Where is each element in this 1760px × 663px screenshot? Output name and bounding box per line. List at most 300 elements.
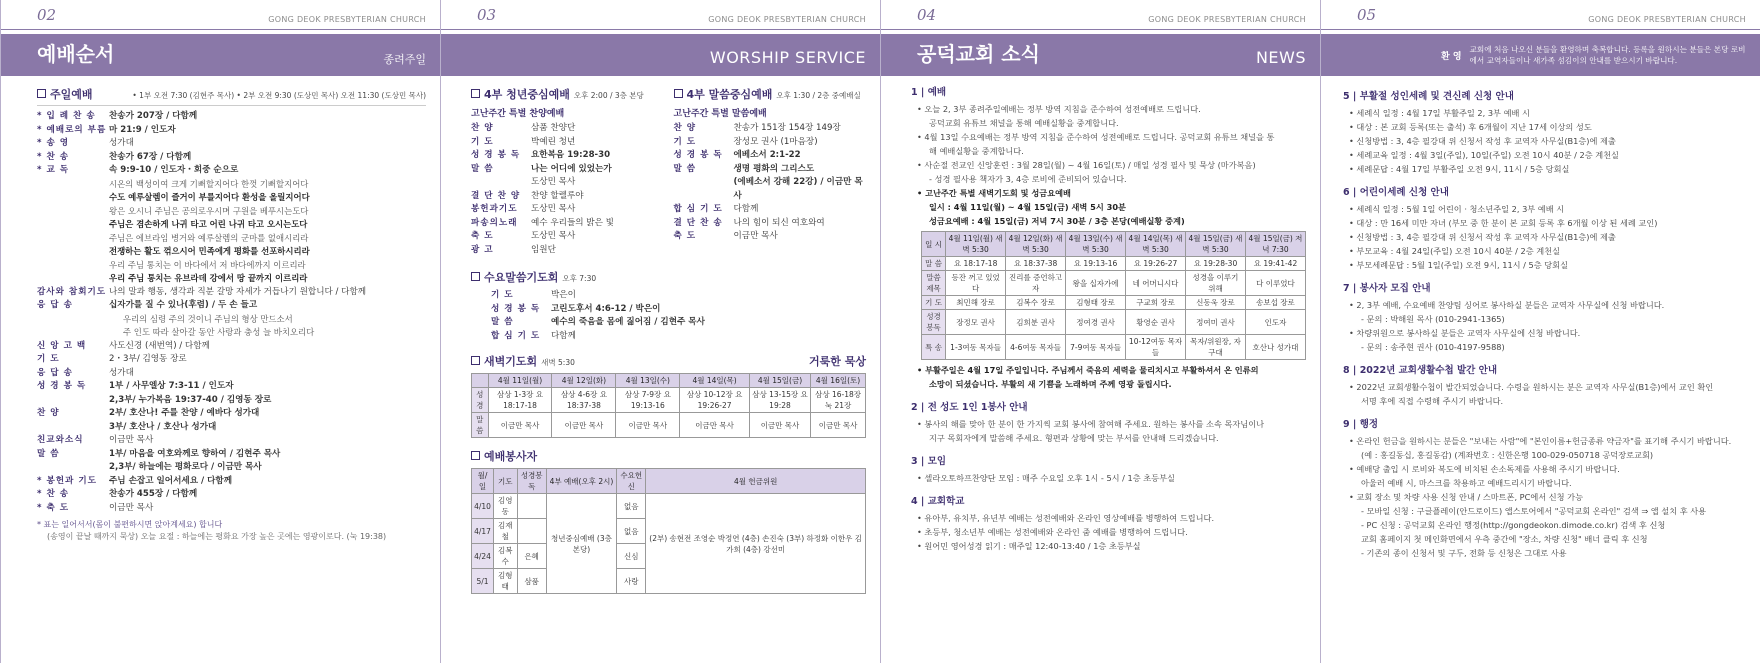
order-label: 찬 양	[673, 123, 697, 133]
order-value: 다함께	[733, 204, 759, 214]
page-03	[440, 0, 880, 663]
order-label: 축 도	[673, 231, 697, 241]
table-row	[472, 494, 866, 519]
table-cell: 성경을 이루기 위해	[1186, 271, 1246, 296]
table-cell: 4/17	[472, 519, 494, 544]
checkbox-icon	[471, 89, 480, 98]
table-header-cell: 4월 16일(토)	[811, 374, 866, 388]
news-line: • 2, 3부 예배, 수요예배 찬양팀 싱어로 봉사하실 분들은 교역자 사무실에 신청 바랍니다.	[1349, 300, 1665, 310]
order-item	[37, 488, 426, 502]
table-cell: 요 19:13-16	[1066, 257, 1126, 271]
table-cell: 삼상 13-15장 요 19:28	[749, 388, 810, 413]
news-heading: 6 | 어린이세례 신청 안내	[1343, 187, 1449, 198]
church-name: GONG DEOK PRESBYTERIAN CHURCH	[708, 15, 866, 24]
table-row	[922, 257, 1306, 271]
table-header-cell: 4월 13일(수)	[616, 374, 680, 388]
order-list-2	[37, 286, 426, 313]
table-cell: 특 송	[922, 335, 946, 360]
table-cell: 김복수 장로	[1006, 296, 1066, 310]
order-value: 이금만 목사	[109, 435, 154, 445]
order-list	[37, 110, 426, 178]
table-row	[922, 310, 1306, 335]
order-value: 성가대	[109, 138, 134, 148]
news-line: - 성경 필사용 책자가 3, 4층 로비에 준비되어 있습니다.	[929, 174, 1127, 184]
news-line: - 모바일 신청 : 구글플레이(안드로이드) 앱스토어에서 "공덕교회 온라인" 검색 ⇒ 앱 설치 후 사용	[1361, 506, 1707, 516]
table-cell: 청년중심예배 (3층 본당)	[546, 494, 616, 594]
news-line: • 예배당 출입 시 로비와 복도에 비치된 손소독제를 사용해 주시기 바랍니다.	[1349, 464, 1620, 474]
table-cell: 삼품	[517, 569, 546, 594]
section-time: 오후 1:30 / 2층 중예배실	[776, 91, 861, 100]
holy-week-table	[921, 231, 1306, 360]
youth-order	[471, 122, 664, 257]
table-cell: 없음	[617, 494, 646, 519]
table-header-cell: 기도	[493, 469, 517, 494]
news-heading: 7 | 봉사자 모집 안내	[1343, 283, 1431, 294]
news-meeting	[911, 471, 1306, 485]
order-label: * 송 영	[37, 138, 70, 148]
order-value: 찬송가 455장 / 다함께	[109, 489, 198, 499]
order-value: 나의 힘이 되신 여호와여	[733, 217, 825, 228]
table-cell: 송보섭 장로	[1245, 296, 1305, 310]
table-header-cell: 4월 14일(목) 새벽 5:30	[1126, 232, 1186, 257]
table-cell: 목자/위원장, 자구대	[1186, 335, 1246, 360]
order-label: 찬 양	[471, 123, 494, 133]
reading-line: 전쟁하는 활도 꺾으시어 민족에게 평화를 선포하시리라	[109, 246, 310, 256]
order-value: 마 21:9 / 인도자	[109, 124, 176, 135]
page-05	[1320, 0, 1760, 663]
order-item	[37, 461, 426, 475]
order-value: 에베소서 2:1-22	[733, 150, 801, 160]
order-list-3	[37, 340, 426, 516]
order-item	[37, 164, 426, 178]
order-label: 기 도	[491, 290, 514, 300]
checkbox-icon	[674, 89, 683, 98]
order-item	[37, 110, 426, 124]
table-cell: 요 18:37-38	[1006, 257, 1066, 271]
table-cell: 김복수	[493, 544, 517, 569]
worship-times: • 1부 오전 7:30 (김현주 목사) • 2부 오전 9:30 (도상민 목사) 오전 11:30 (도상민 목사)	[132, 91, 426, 100]
order-item	[37, 448, 426, 462]
table-header-row	[472, 469, 866, 494]
order-item	[37, 286, 426, 300]
order-item	[471, 149, 664, 163]
table-header-cell: 4월 14일(목)	[680, 374, 750, 388]
page-title: 공덕교회 소식	[917, 42, 1040, 66]
page-subtitle: 종려주일	[383, 53, 426, 66]
news-line: 서명 후에 직접 수령해 주시기 바랍니다.	[1361, 396, 1504, 406]
title-band	[1, 34, 440, 76]
table-cell: 말씀제목	[922, 271, 946, 296]
table-cell: 신동욱 장로	[1186, 296, 1246, 310]
news-list	[1321, 76, 1760, 560]
news-line: - PC 신청 : 공덕교회 온라인 행정(http://gongdeokon.dimode.co.kr) 검색 후 신청	[1361, 520, 1666, 530]
order-item	[471, 122, 664, 136]
table-header-cell: 월/일	[472, 469, 494, 494]
table-cell: 삼상 10-12장 요 19:26-27	[680, 388, 750, 413]
order-item	[674, 217, 867, 231]
order-label: 축 도	[471, 231, 494, 241]
table-cell: 4/24	[472, 544, 494, 569]
table-cell: 왕을 십자가에	[1066, 271, 1126, 296]
order-item	[37, 407, 426, 421]
news-line: - 기존의 종이 신청서 및 구두, 전화 등 신청은 그대로 사용	[1361, 548, 1567, 558]
order-value: 찬송가 67장 / 다함께	[109, 151, 192, 162]
lyric-line: 주 인도 따라 살아갈 동안 사랑과 충성 늘 바치오리다	[123, 327, 315, 337]
table-cell: 다 이루었다	[1245, 271, 1305, 296]
table-cell: 삼상 16-18장 눅 21장	[811, 388, 866, 413]
order-item	[471, 176, 664, 190]
wednesday-order	[471, 289, 866, 343]
order-value: 나는 어디에 있었는가	[531, 163, 612, 174]
table-header-cell: 4월 12일(화)	[552, 374, 616, 388]
table-cell: 최민해 장로	[946, 296, 1006, 310]
section-title: 수요말씀기도회	[484, 271, 559, 284]
news-line: 소망이 되셨습니다. 부활의 새 기쁨을 노래하며 주께 영광 돌립시다.	[929, 379, 1172, 389]
order-value: 박은이	[551, 290, 576, 300]
order-value: 십자가를 질 수 있나(후렴) / 두 손 들고	[109, 300, 258, 310]
table-cell: 7-9여동 목자들	[1066, 335, 1126, 360]
order-item	[674, 203, 867, 217]
news-heading: 8 | 2022년 교회생활수첩 발간 안내	[1343, 365, 1498, 376]
order-value: 다함께	[551, 330, 576, 341]
order-value: 3부/ 호산나 / 호산나 성가대	[109, 421, 217, 432]
order-label: 기 도	[673, 136, 697, 147]
church-name: GONG DEOK PRESBYTERIAN CHURCH	[268, 15, 426, 24]
order-value: 나의 말과 행동, 생각과 직분 갈망 자세가 거듭나기 원합니다 / 다함께	[109, 286, 367, 297]
order-item	[471, 244, 664, 258]
order-item	[674, 122, 867, 136]
news-line: • 부모교육 : 4월 24일(주일) 오전 10시 40분 / 2층 계천실	[1349, 246, 1560, 256]
reading-line: 우리 주님 통치는 이 바다에서 저 바다에까지 이르리라	[109, 259, 306, 270]
order-label: * 입 례 찬 송	[37, 111, 96, 121]
news-line: • 초등부, 청소년부 예배는 성전예배와 온라인 줌 예배를 병행하여 드립니다.	[917, 527, 1188, 537]
order-item	[471, 163, 664, 177]
table-cell: 신심	[617, 544, 646, 569]
table-header-cell: 수요헌신	[617, 469, 646, 494]
table-cell: 김재철	[493, 519, 517, 544]
order-item	[37, 137, 426, 151]
table-cell	[517, 519, 546, 544]
table-row	[472, 388, 866, 413]
table-cell: 삼상 1-3장 요 18:17-18	[488, 388, 552, 413]
order-value: 사도신경 (새번역) / 다함께	[109, 340, 210, 351]
news-easter	[911, 363, 1306, 391]
table-cell: 요 18:17-18	[946, 257, 1006, 271]
checkbox-icon	[471, 451, 480, 460]
table-row	[922, 271, 1306, 296]
order-item	[491, 316, 866, 330]
table-cell	[517, 494, 546, 519]
order-value: 장성모 권사 (1마음장)	[733, 136, 818, 147]
order-item	[37, 434, 426, 448]
order-item	[37, 367, 426, 381]
news-line: • 신청방법 : 3, 4층 필강대 위 신청서 작성 후 교역자 사무실(B1층)에 제출	[1349, 136, 1616, 146]
reading-line: 우리 주님 통치는 유브라데 강에서 땅 끝까지 이르리라	[109, 273, 308, 283]
news-heading-worship: 1 | 예배	[911, 87, 947, 98]
reading-line: 주님은 겸손하게 나귀 타고 어린 나귀 타고 오시는도다	[109, 219, 308, 229]
news-line: 성금요예배 : 4월 15일(금) 저녁 7시 30분 / 3층 본당(예배실황 중계)	[929, 216, 1185, 226]
table-cell: 김희분 권사	[1006, 310, 1066, 335]
response-song-lyrics	[37, 313, 426, 340]
order-value: 임원단	[531, 244, 556, 255]
order-label: * 봉헌과 기도	[37, 475, 97, 486]
table-row	[472, 413, 866, 438]
reading-line: 주님은 에브라임 병거와 예루살렘의 군마를 없애시리라	[109, 232, 309, 243]
table-header-cell: 4월 15일(금) 새벽 5:30	[1186, 232, 1246, 257]
table-cell: 네 어머니시다	[1126, 271, 1186, 296]
section-time: 오후 7:30	[562, 274, 597, 283]
news-line: • 교회 장소 및 차량 사용 신청 안내 / 스마트폰, PC에서 신청 가능	[1349, 492, 1583, 502]
news-heading: 9 | 행정	[1343, 419, 1379, 430]
news-line: • 대상 : 본 교회 등록(또는 출석) 후 6개월이 지난 17세 이상의 성도	[1349, 122, 1592, 132]
welcome-band	[1321, 34, 1760, 76]
table-cell: 김형태 장로	[1066, 296, 1126, 310]
table-cell: 삼상 4-6장 요 18:37-38	[552, 388, 616, 413]
table-header-cell	[472, 374, 489, 388]
page-header	[881, 0, 1320, 30]
table-cell: 4-6여동 목자들	[1006, 335, 1066, 360]
section-title: 주일예배	[50, 88, 93, 101]
table-cell: 이금만 목사	[616, 413, 680, 438]
page-header	[441, 0, 880, 30]
order-label: 신 앙 고 백	[37, 340, 87, 351]
news-service	[911, 417, 1306, 445]
order-item	[37, 502, 426, 516]
table-cell: 사랑	[617, 569, 646, 594]
news-heading-service: 2 | 전 성도 1인 1봉사 안내	[911, 402, 1028, 413]
section-time: 새벽 5:30	[541, 358, 575, 367]
section-title: 예배봉사자	[484, 450, 538, 463]
order-label: 기 도	[37, 354, 60, 364]
order-item	[471, 230, 664, 244]
order-label: 봉헌과기도	[471, 204, 518, 214]
order-label	[37, 461, 109, 475]
page-number: 05	[1357, 6, 1377, 24]
responsive-reading	[37, 178, 426, 286]
order-value: 찬송가 207장 / 다함께	[109, 111, 198, 121]
order-label: 합 심 기 도	[673, 204, 723, 214]
table-cell: 호산나 성가대	[1245, 335, 1305, 360]
order-label: * 축 도	[37, 502, 70, 513]
table-cell: 김형태	[493, 569, 517, 594]
word-order	[674, 122, 867, 244]
order-value: 2부/ 호산나! 주를 찬양 / 예바다 성가대	[109, 408, 260, 418]
page-header	[1, 0, 440, 30]
order-label: 성 경 봉 독	[37, 381, 87, 391]
table-cell: 인도자	[1245, 310, 1305, 335]
table-header-cell: 4월 헌금위원	[646, 469, 866, 494]
order-item	[674, 230, 867, 244]
table-cell: 요 19:41-42	[1245, 257, 1305, 271]
order-label: 광 고	[471, 244, 494, 255]
table-cell: 10-12여동 목자들	[1126, 335, 1186, 360]
news-line: • 세례교육 일정 : 4월 3일(주일), 10일(주일) 오전 10시 40분 / 2층 계천실	[1349, 150, 1619, 160]
order-value: 삼품 찬양단	[531, 123, 576, 133]
word-worship	[674, 76, 867, 257]
table-cell: 장정모 권사	[946, 310, 1006, 335]
page-02	[0, 0, 440, 663]
order-label: 감사와 참회기도	[37, 286, 107, 297]
checkbox-icon	[37, 89, 46, 98]
order-value: 요한복음 19:28-30	[531, 150, 611, 160]
order-item	[37, 353, 426, 367]
table-header-cell: 성경봉독	[517, 469, 546, 494]
dawn-prayer-table	[471, 373, 866, 438]
order-label: 합 심 기 도	[491, 330, 541, 341]
checkbox-icon	[471, 272, 480, 281]
order-label: * 교 독	[37, 165, 70, 175]
order-value: 도상민 목사	[531, 231, 576, 241]
table-row	[922, 296, 1306, 310]
order-value: (에베소서 강해 22강) / 이금만 목사	[733, 177, 863, 201]
news-heading-meeting: 3 | 모임	[911, 456, 947, 467]
page-title: 예배순서	[37, 42, 115, 66]
news-line: • 4월 13일 수요예배는 정부 방역 지침을 준수하여 성전예배로 드립니다. 공덕교회 유튜브 채널을 통	[917, 132, 1275, 142]
order-item	[471, 203, 664, 217]
table-cell: 은혜	[517, 544, 546, 569]
order-label: 찬 양	[37, 408, 60, 418]
order-item	[471, 190, 664, 204]
title-band	[881, 34, 1320, 76]
order-value: 도상민 목사	[531, 204, 576, 214]
order-item	[37, 380, 426, 394]
table-cell: 김영동	[493, 494, 517, 519]
news-line: 아울러 예배 시, 마스크를 착용하고 예배드리시기 바랍니다.	[1361, 478, 1572, 488]
order-label: 말 씀	[37, 448, 60, 459]
order-item	[674, 176, 867, 203]
order-item	[37, 151, 426, 165]
table-header-cell: 4부 예배(오후 2시)	[546, 469, 616, 494]
order-value: 도상민 목사	[531, 177, 576, 187]
table-header-cell: 4월 15일(금)	[749, 374, 810, 388]
footnote: * 표는 일어서서(몸이 불편하시면 앉아계세요) 합니다	[37, 520, 223, 529]
table-cell: 요 19:26-27	[1126, 257, 1186, 271]
table-cell: 삼상 7-9장 요 19:13-16	[616, 388, 680, 413]
order-value: 1부 / 사무엘상 7:3-11 / 인도자	[109, 381, 234, 391]
page-number: 02	[37, 6, 57, 24]
reading-line: 수도 예루살렘이 즐거이 부를지어다 환성을 올릴지어다	[109, 192, 310, 202]
order-label: 결 단 찬 송	[673, 217, 723, 228]
news-line: • 봉사의 해를 맞아 한 분이 한 가지씩 교회 봉사에 참여해 주세요. 원하는 봉사를 소속 목자님이나	[917, 419, 1265, 429]
order-item	[37, 340, 426, 354]
table-cell: 이금만 목사	[749, 413, 810, 438]
section-title: 4부 말씀중심예배	[686, 88, 773, 101]
table-header-cell: 4월 15일(금) 저녁 7:30	[1245, 232, 1305, 257]
order-label: 결 단 찬 양	[471, 190, 521, 201]
page-04	[880, 0, 1320, 663]
news-heading-school: 4 | 교회학교	[911, 496, 965, 507]
order-label: 응 답 송	[37, 300, 73, 310]
order-value: 고린도후서 4:6-12 / 박은이	[551, 303, 661, 314]
table-cell: 말씀	[472, 413, 489, 438]
order-value: 2・3부/ 김영동 장로	[109, 354, 187, 364]
order-item	[37, 394, 426, 408]
page-number: 04	[917, 6, 937, 24]
table-cell: 4/10	[472, 494, 494, 519]
order-label: 성 경 봉 독	[491, 303, 541, 314]
order-value: 찬양 할렐루야	[531, 190, 584, 201]
news-worship	[911, 102, 1306, 228]
news-line: 교회 홈페이지 첫 메인화면에서 우측 중간에 "장소, 차량 신청" 배너 클릭 후 신청	[1361, 534, 1648, 544]
table-header-row	[922, 232, 1306, 257]
order-label: 말 씀	[471, 163, 494, 174]
order-value: 이금만 목사	[109, 502, 154, 513]
news-line: • 온라인 헌금을 원하시는 분들은 "보내는 사람"에 "본인이름+헌금종류 약금자"를 표기해 주시기 바랍니다.	[1349, 436, 1732, 446]
news-line: • 유아부, 유치부, 유년부 예배는 성전예배와 온라인 영상예배를 병행하여 드립니다.	[917, 513, 1215, 523]
news-line: • 원어민 영어성경 읽기 : 매주일 12:40-13:40 / 1층 초등부실	[917, 541, 1141, 551]
table-cell: 정여경 권사	[1066, 310, 1126, 335]
order-label	[37, 394, 109, 408]
order-value: 박예린 청년	[531, 136, 576, 147]
reading-line: 왕은 오시니 주님은 공의로우시며 구원을 베푸시는도다	[109, 205, 309, 216]
table-cell: 성경	[472, 388, 489, 413]
table-header-row	[472, 374, 866, 388]
order-label: 응 답 송	[37, 367, 73, 378]
news-line: • 2022년 교회생활수첩이 발간되었습니다. 수령을 원하시는 분은 교역자 사무실(B1층)에서 교인 확인	[1349, 382, 1714, 392]
order-label	[37, 421, 109, 435]
order-label	[674, 176, 734, 203]
table-cell: 1-3여동 목자들	[946, 335, 1006, 360]
church-name: GONG DEOK PRESBYTERIAN CHURCH	[1588, 15, 1746, 24]
volunteer-table	[471, 468, 866, 594]
order-item	[674, 136, 867, 150]
news-line: • 세례식 일정 : 5월 1일 어린이 · 청소년주일 2, 3부 예배 시	[1349, 204, 1565, 214]
table-cell: 기 도	[922, 296, 946, 310]
title-band	[441, 34, 880, 76]
news-line: • 부모세례문답 : 5월 1일(주일) 오전 9시, 11시 / 5층 당회실	[1349, 260, 1568, 270]
news-line: 해 예배실황을 중계합니다.	[929, 146, 1024, 156]
news-school	[911, 511, 1306, 553]
news-line: 지구 목회자에게 말씀해 주세요. 형편과 상황에 맞는 부서를 안내해 드리겠습니다.	[929, 433, 1219, 443]
youth-worship	[471, 76, 664, 257]
order-label: * 예배로의 부름	[37, 124, 107, 135]
order-item	[37, 299, 426, 313]
table-cell: (2부) 송현전 조영순 박정연 (4층) 손진숙 (3부) 하정화 이한우 김가희 (4층) 강선미	[646, 494, 866, 594]
table-cell: 성경봉독	[922, 310, 946, 335]
order-label: * 찬 송	[37, 489, 70, 499]
table-header-cell: 일 시	[922, 232, 946, 257]
table-row	[922, 335, 1306, 360]
news-line: (예 : 홍길동십, 홍길동감) (계좌번호 : 신한은행 100-029-050718 공덕장로교회)	[1361, 450, 1654, 460]
page-header	[1321, 0, 1760, 30]
sunday-worship-section	[1, 86, 440, 543]
table-cell: 구교희 장로	[1126, 296, 1186, 310]
news-line: • 부활주일은 4월 17일 주일입니다. 주님께서 죽음의 세력을 물리치시고 부활하셔서 온 인류의	[917, 365, 1259, 375]
news-line: 공덕교회 유튜브 채널을 통해 예배실황을 중계합니다.	[929, 118, 1119, 128]
table-header-cell: 4월 13일(수) 새벽 5:30	[1066, 232, 1126, 257]
order-value: 2,3부/ 하늘에는 평화로다 / 이금만 목사	[109, 462, 262, 472]
todays-verse: (송영이 끝날 때까지 묵상) 오늘 요절 : 하늘에는 평화요 가장 높은 곳에는 영광이로다. (눅 19:38)	[47, 532, 387, 541]
news-line: - 문의 : 박해원 목사 (010-2941-1365)	[1361, 314, 1505, 324]
table-cell: 말 씀	[922, 257, 946, 271]
page-subtitle: NEWS	[1255, 48, 1306, 67]
page-number: 03	[477, 6, 497, 24]
order-item	[674, 163, 867, 177]
order-item	[37, 124, 426, 138]
order-value: 2,3부/ 누가복음 19:37-40 / 김영동 장로	[109, 394, 272, 405]
table-cell: 진리를 증언하고자	[1006, 271, 1066, 296]
news-line: • 세례문답 : 4월 17일 부활주일 오전 9시, 11시 / 5층 당회실	[1349, 164, 1570, 174]
order-value: 생명 평화의 그리스도	[733, 163, 815, 174]
news-line: 일시 : 4월 11일(월) ~ 4월 15일(금) 새벽 5시 30분	[929, 202, 1126, 212]
order-label: 기 도	[471, 136, 494, 147]
order-label: 성 경 봉 독	[673, 150, 723, 160]
table-cell: 이금만 목사	[811, 413, 866, 438]
order-label	[471, 176, 531, 190]
table-cell: 등잔 꺼고 있었다	[946, 271, 1006, 296]
order-item	[37, 475, 426, 489]
news-line: • 대상 : 만 16세 미만 자녀 (부모 중 한 분이 본 교회 등록 후 6개월 이상 된 세례 교인)	[1349, 218, 1658, 228]
